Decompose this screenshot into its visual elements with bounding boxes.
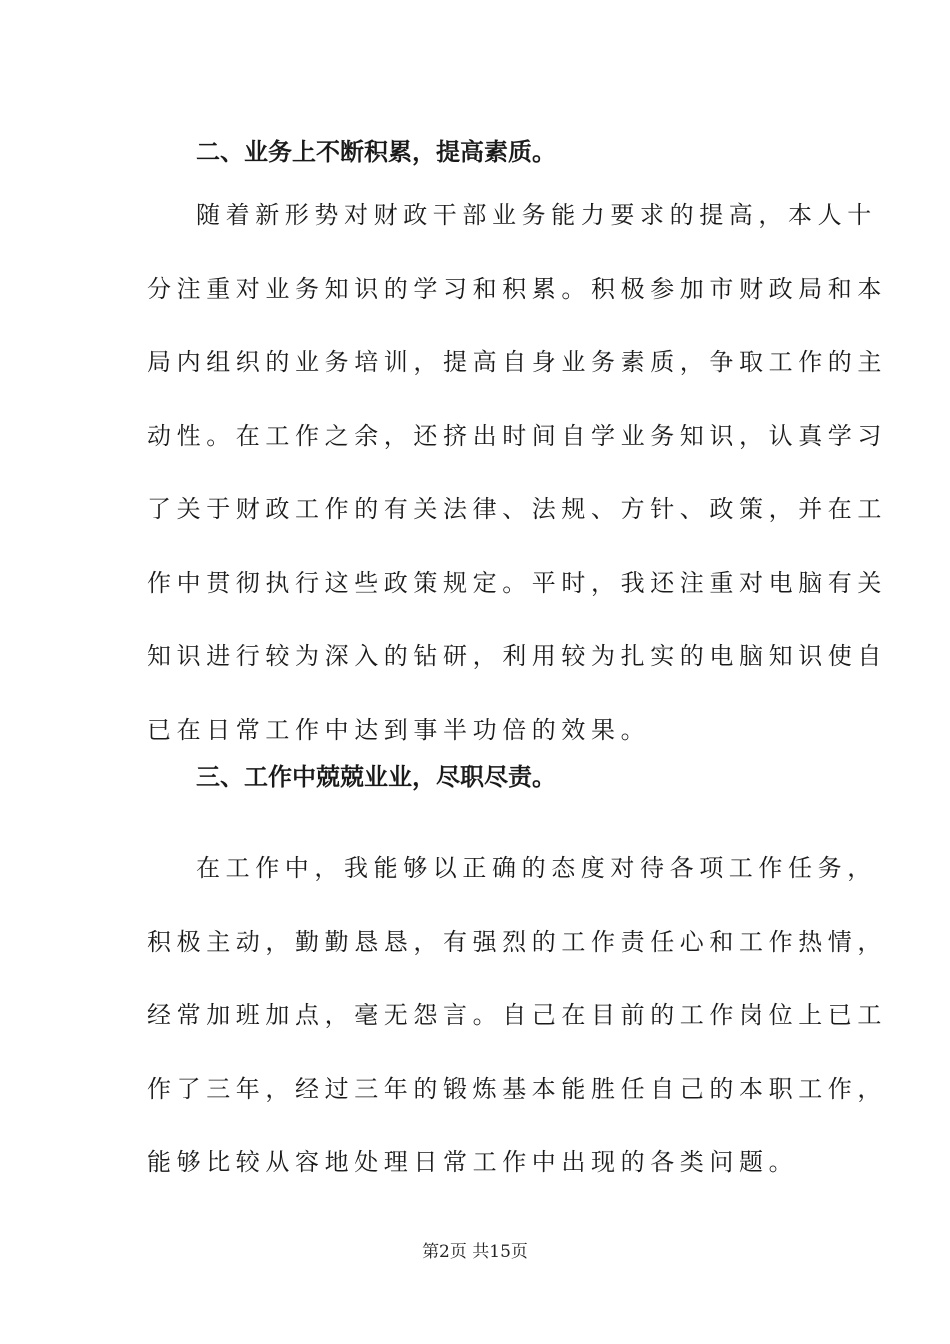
paragraph-line: 作了三年，经过三年的锻炼基本能胜任自己的本职工作， (147, 1074, 887, 1103)
paragraph-line: 已在日常工作中达到事半功倍的效果。 (147, 715, 651, 744)
paragraph-line: 能够比较从容地处理日常工作中出现的各类问题。 (147, 1148, 799, 1176)
paragraph-line: 分注重对业务知识的学习和积累。积极参加市财政局和本 (147, 274, 887, 303)
paragraph-line: 作中贯彻执行这些政策规定。平时，我还注重对电脑有关 (147, 568, 887, 597)
page-number-footer: 第2页 共15页 (422, 1242, 528, 1262)
section-2-heading: 二、业务上不断积累，提高素质。 (196, 138, 556, 166)
paragraph-line: 随着新形势对财政干部业务能力要求的提高，本人十 (196, 201, 877, 229)
paragraph-line: 动性。在工作之余，还挤出时间自学业务知识，认真学习 (147, 421, 887, 450)
paragraph-line: 积极主动，勤勤恳恳，有强烈的工作责任心和工作热情， (147, 927, 887, 956)
paragraph-line: 在工作中，我能够以正确的态度对待各项工作任务， (196, 854, 877, 882)
paragraph-line: 了关于财政工作的有关法律、法规、方针、政策，并在工 (147, 495, 887, 523)
paragraph-line: 局内组织的业务培训，提高自身业务素质，争取工作的主 (147, 348, 887, 376)
paragraph-line: 知识进行较为深入的钻研，利用较为扎实的电脑知识使自 (147, 642, 887, 670)
paragraph-line: 经常加班加点，毫无怨言。自己在目前的工作岗位上已工 (147, 1001, 887, 1029)
section-2-paragraph (147, 198, 887, 786)
section-3-heading: 三、工作中兢兢业业，尽职尽责。 (196, 763, 556, 791)
section-3-paragraph (147, 851, 887, 1219)
